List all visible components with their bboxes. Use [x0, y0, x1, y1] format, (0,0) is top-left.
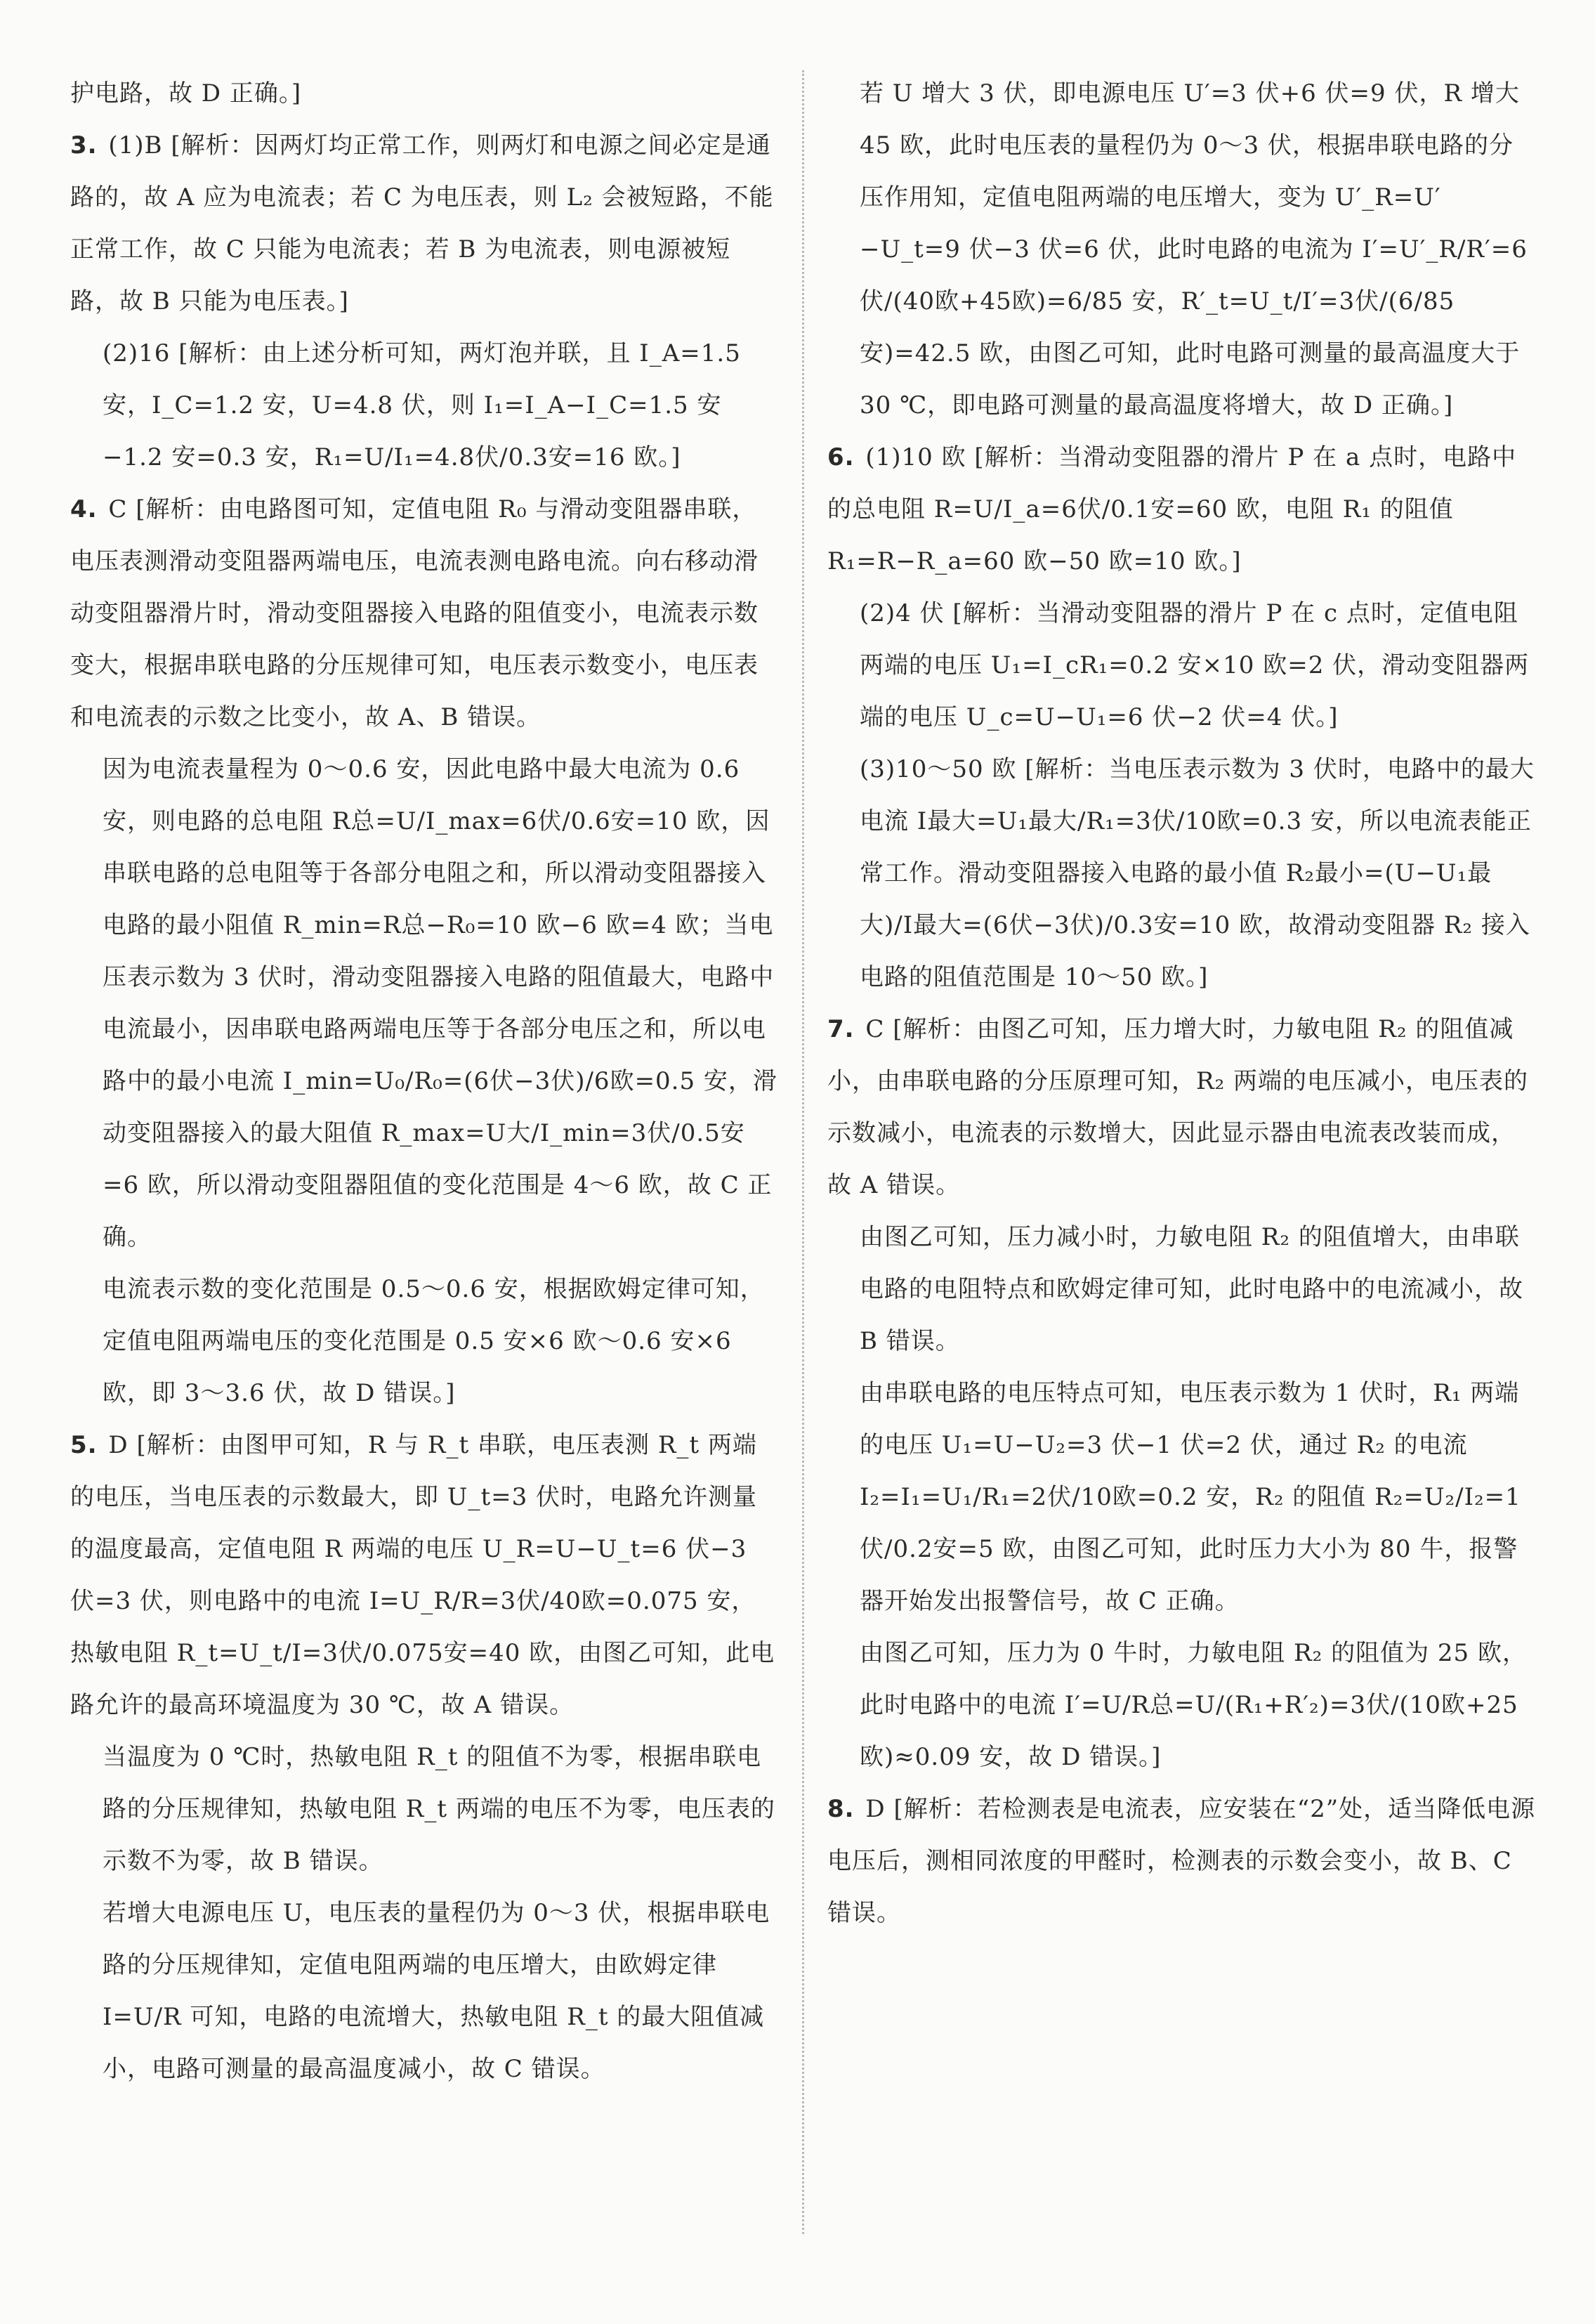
answer-item-6 — [827, 431, 1537, 1003]
item-6-part-2: (2)4 伏 [解析：当滑动变阻器的滑片 P 在 c 点时，定值电阻两端的电压 U₁=I_cR₁=0.2 安×10 欧=2 伏，滑动变阻器两端的电压 U_c=U−U₁=6 伏−2 伏=4 伏。] — [860, 599, 1530, 731]
item-5-part-2: 当温度为 0 ℃时，热敏电阻 R_t 的阻值不为零，根据串联电路的分压规律知，热敏电阻 R_t 两端的电压不为零，电压表的示数不为零，故 B 错误。 — [103, 1743, 775, 1875]
item-5-part-3: 若增大电源电压 U，电压表的量程仍为 0～3 伏，根据串联电路的分压规律知，定值电阻两端的电压增大，由欧姆定律 I=U/R 可知，电路的电流增大，热敏电阻 R_t 的最大阻值减小，电路可测量的最高温度减小，故 C 错误。 — [103, 1899, 770, 2083]
item-7-part-2: 由图乙可知，压力减小时，力敏电阻 R₂ 的阻值增大，由串联电路的电阻特点和欧姆定律可知，此时电路中的电流减小，故 B 错误。 — [860, 1223, 1523, 1355]
item-7-part-4: 由图乙可知，压力为 0 牛时，力敏电阻 R₂ 的阻值为 25 欧，此时电路中的电流 I′=U/R总=U/(R₁+R′₂)=3伏/(10欧+25欧)≈0.09 安，故 D 错误。] — [860, 1639, 1527, 1771]
answer-item-4 — [70, 483, 780, 1419]
item-number: 4. — [70, 495, 98, 523]
answer-item-7 — [827, 1003, 1537, 1783]
item-6-part-1: (1)10 欧 [解析：当滑动变阻器的滑片 P 在 a 点时，电路中的总电阻 R=U/I_a=6伏/0.1安=60 欧，电阻 R₁ 的阻值 R₁=R−R_a=60 欧−50 欧=10 欧。] — [827, 443, 1517, 575]
answer-item-5 — [70, 1419, 780, 2095]
item-number: 3. — [70, 131, 98, 159]
answer-item-8 — [827, 1783, 1537, 1939]
right-column — [827, 67, 1537, 1939]
continuation-line: 若 U 增大 3 伏，即电源电压 U′=3 伏+6 伏=9 伏，R 增大 45 欧，此时电压表的量程仍为 0～3 伏，根据串联电路的分压作用知，定值电阻两端的电压增大，变为 U′_R=U′−U_t=9 伏−3 伏=6 伏，此时电路的电流为 I′=U′_R/R′=6伏/(40欧+45欧)=6/85 安，R′_t=U_t/I′=3伏/(6/85安)=42.5 欧，由图乙可知，此时电路可测量的最高温度大于 30 ℃，即电路可测量的最高温度将增大，故 D 正确。] — [860, 79, 1528, 419]
item-8-part-1: D [解析：若检测表是电流表，应安装在“2”处，适当降低电源电压后，测相同浓度的甲醛时，检测表的示数会变小，故 B、C 错误。 — [827, 1795, 1536, 1927]
item-number: 7. — [827, 1015, 855, 1043]
item-7-part-1: C [解析：由图乙可知，压力增大时，力敏电阻 R₂ 的阻值减小，由串联电路的分压原理可知，R₂ 两端的电压减小，电压表的示数减小，电流表的示数增大，因此显示器由电流表改装而成，故 A 错误。 — [827, 1015, 1529, 1199]
item-4-part-2: 因为电流表量程为 0～0.6 安，因此电路中最大电流为 0.6 安，则电路的总电阻 R总=U/I_max=6伏/0.6安=10 欧，因串联电路的总电阻等于各部分电阻之和，所以滑动变阻器接入电路的最小阻值 R_min=R总−R₀=10 欧−6 欧=4 欧；当电压表示数为 3 伏时，滑动变阻器接入电路的阻值最大，电路中电流最小，因串联电路两端电压等于各部分电压之和，所以电路中的最小电流 I_min=U₀/R₀=(6伏−3伏)/6欧=0.5 安，滑动变阻器接入的最大阻值 R_max=U大/I_min=3伏/0.5安=6 欧，所以滑动变阻器阻值的变化范围是 4～6 欧，故 C 正确。 — [103, 755, 777, 1251]
continuation-text — [70, 67, 780, 119]
column-divider — [802, 70, 804, 2234]
continuation-text — [827, 67, 1537, 431]
item-5-part-1: D [解析：由图甲可知，R 与 R_t 串联，电压表测 R_t 两端的电压，当电压表的示数最大，即 U_t=3 伏时，电路允许测量的温度最高，定值电阻 R 两端的电压 U_R=U−U_t=6 伏−3 伏=3 伏，则电路中的电流 I=U_R/R=3伏/40欧=0.075 安，热敏电阻 R_t=U_t/I=3伏/0.075安=40 欧，由图乙可知，此电路允许的最高环境温度为 30 ℃，故 A 错误。 — [70, 1431, 775, 1719]
left-column — [70, 67, 780, 2095]
item-7-part-3: 由串联电路的电压特点可知，电压表示数为 1 伏时，R₁ 两端的电压 U₁=U−U₂=3 伏−1 伏=2 伏，通过 R₂ 的电流 I₂=I₁=U₁/R₁=2伏/10欧=0.2 安，R₂ 的阻值 R₂=U₂/I₂=1伏/0.2安=5 欧，由图乙可知，此时压力大小为 80 牛，报警器开始发出报警信号，故 C 正确。 — [860, 1379, 1521, 1615]
item-number: 6. — [827, 443, 855, 471]
item-number: 8. — [827, 1795, 855, 1823]
item-4-part-1: C [解析：由电路图可知，定值电阻 R₀ 与滑动变阻器串联，电压表测滑动变阻器两端电压，电流表测电路电流。向右移动滑动变阻器滑片时，滑动变阻器接入电路的阻值变小，电流表示数变大，根据串联电路的分压规律可知，电压表示数变小，电压表和电流表的示数之比变小，故 A、B 错误。 — [70, 495, 759, 731]
answer-item-3 — [70, 119, 780, 483]
item-3-part-1: (1)B [解析：因两灯均正常工作，则两灯和电源之间必定是通路的，故 A 应为电流表；若 C 为电压表，则 L₂ 会被短路，不能正常工作，故 C 只能为电流表；若 B 为电流表，则电源被短路，故 B 只能为电压表。] — [70, 131, 774, 315]
item-number: 5. — [70, 1431, 98, 1459]
continuation-line: 护电路，故 D 正确。] — [70, 79, 302, 107]
item-4-part-3: 电流表示数的变化范围是 0.5～0.6 安，根据欧姆定律可知，定值电阻两端电压的变化范围是 0.5 安×6 欧～0.6 安×6 欧，即 3～3.6 伏，故 D 错误。] — [103, 1275, 765, 1407]
item-6-part-3: (3)10～50 欧 [解析：当电压表示数为 3 伏时，电路中的最大电流 I最大=U₁最大/R₁=3伏/10欧=0.3 安，所以电流表能正常工作。滑动变阻器接入电路的最小值 R₂最小=(U−U₁最大)/I最大=(6伏−3伏)/0.3安=10 欧，故滑动变阻器 R₂ 接入电路的阻值范围是 10～50 欧。] — [860, 755, 1535, 991]
item-3-part-2: (2)16 [解析：由上述分析可知，两灯泡并联，且 I_A=1.5 安，I_C=1.2 安，U=4.8 伏，则 I₁=I_A−I_C=1.5 安−1.2 安=0.3 安，R₁=U/I₁=4.8伏/0.3安=16 欧。] — [103, 339, 741, 471]
